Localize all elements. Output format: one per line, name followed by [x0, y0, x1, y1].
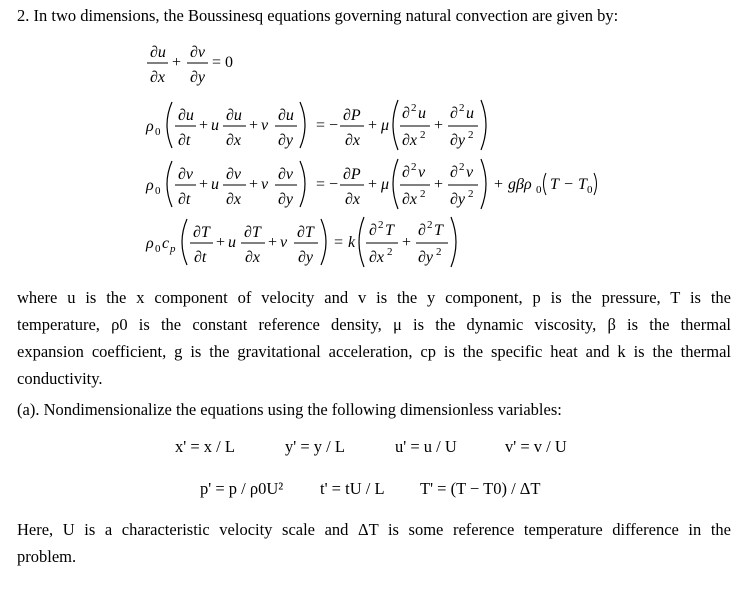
svg-text:∂y: ∂y — [190, 69, 206, 86]
svg-text:μ: μ — [381, 117, 390, 134]
here-line-2: problem. — [17, 547, 77, 566]
svg-text:+: + — [216, 234, 226, 251]
boussinesq-equations — [0, 0, 749, 290]
svg-text:T: T — [434, 222, 443, 239]
where-line-2: temperature, ρ0 is the constant reference density, μ is the dynamic viscosity, β is the thermal — [17, 315, 731, 334]
svg-text:+: + — [249, 117, 259, 134]
svg-text:∂: ∂ — [402, 105, 410, 122]
svg-text:p: p — [170, 243, 176, 255]
svg-text:ρ: ρ — [146, 118, 154, 135]
svg-text:∂x: ∂x — [150, 69, 166, 86]
svg-text:= 0: = 0 — [212, 54, 234, 71]
var-y: y' = y / L — [285, 437, 345, 456]
svg-text:∂T: ∂T — [244, 224, 261, 241]
where-line-3: expansion coefficient, g is the gravitational acceleration, cp is the specific heat and k is the thermal — [17, 342, 731, 361]
where-line-1: where u is the x component of velocity and v is the y component, p is the pressure, T is the — [17, 288, 731, 307]
var-t: t' = tU / L — [320, 479, 385, 498]
svg-text:+: + — [199, 117, 209, 134]
svg-text:∂T: ∂T — [193, 224, 210, 241]
svg-text:u: u — [418, 105, 426, 122]
equation-x-momentum — [145, 100, 486, 150]
svg-text:∂x: ∂x — [402, 132, 418, 149]
svg-text:+: + — [172, 54, 182, 71]
equation-continuity — [147, 44, 233, 86]
svg-text:2: 2 — [420, 129, 426, 141]
svg-text:2: 2 — [411, 102, 417, 114]
svg-text:0: 0 — [536, 184, 542, 196]
svg-text:∂u: ∂u — [178, 107, 194, 124]
equation-energy — [145, 217, 456, 267]
svg-text:2: 2 — [459, 102, 465, 114]
svg-text:∂: ∂ — [369, 222, 377, 239]
svg-text:∂y: ∂y — [450, 191, 466, 208]
svg-text:∂: ∂ — [418, 222, 426, 239]
svg-text:u: u — [211, 117, 219, 134]
svg-text:2: 2 — [468, 188, 474, 200]
svg-text:0: 0 — [155, 126, 161, 138]
svg-text:+: + — [434, 176, 444, 193]
svg-text:∂y: ∂y — [450, 132, 466, 149]
var-v: v' = v / U — [505, 437, 567, 456]
svg-text:0: 0 — [155, 185, 161, 197]
part-a-prompt: (a). Nondimensionalize the equations using the following dimensionless variables: — [17, 400, 562, 419]
svg-text:−: − — [564, 176, 574, 193]
svg-text:v: v — [261, 176, 269, 193]
svg-text:ρ: ρ — [146, 235, 154, 252]
svg-text:ρ: ρ — [146, 177, 154, 194]
svg-text:∂y: ∂y — [278, 191, 294, 208]
svg-text:T: T — [385, 222, 394, 239]
svg-text:2: 2 — [420, 188, 426, 200]
svg-text:∂x: ∂x — [226, 132, 242, 149]
svg-text:+: + — [402, 234, 412, 251]
svg-text:T: T — [550, 176, 559, 193]
svg-text:+: + — [249, 176, 259, 193]
svg-text:+: + — [368, 117, 378, 134]
svg-text:∂y: ∂y — [278, 132, 294, 149]
svg-text:+: + — [199, 176, 209, 193]
svg-text:k: k — [348, 234, 356, 251]
svg-text:v: v — [466, 164, 474, 181]
svg-text:μ: μ — [381, 176, 390, 193]
problem-title: 2. In two dimensions, the Boussinesq equations governing natural convection are given by: — [17, 6, 619, 25]
svg-text:2: 2 — [436, 246, 442, 258]
svg-text:∂: ∂ — [450, 164, 458, 181]
var-T: T' = (T − T0) / ΔT — [420, 479, 541, 498]
svg-text:∂: ∂ — [402, 164, 410, 181]
svg-text:gβρ: gβρ — [508, 176, 532, 193]
svg-text:2: 2 — [468, 129, 474, 141]
var-u: u' = u / U — [395, 437, 457, 456]
svg-text:+: + — [368, 176, 378, 193]
var-x: x' = x / L — [175, 437, 235, 456]
svg-text:=: = — [334, 234, 344, 251]
where-line-4: conductivity. — [17, 369, 103, 388]
svg-text:∂P: ∂P — [343, 166, 361, 183]
svg-text:∂u: ∂u — [226, 107, 242, 124]
here-line-1: Here, U is a characteristic velocity scale and ΔT is some reference temperature difference in the — [17, 520, 731, 539]
svg-text:∂x: ∂x — [345, 132, 361, 149]
svg-text:+: + — [494, 176, 504, 193]
svg-text:∂t: ∂t — [178, 191, 191, 208]
svg-text:2: 2 — [427, 219, 433, 231]
svg-text:∂T: ∂T — [297, 224, 314, 241]
svg-text:= −: = − — [316, 176, 339, 193]
svg-text:∂x: ∂x — [369, 249, 385, 266]
svg-text:u: u — [228, 234, 236, 251]
svg-text:2: 2 — [387, 246, 393, 258]
svg-text:2: 2 — [411, 161, 417, 173]
svg-text:∂P: ∂P — [343, 107, 361, 124]
svg-text:v: v — [418, 164, 426, 181]
svg-text:∂x: ∂x — [402, 191, 418, 208]
svg-text:∂u: ∂u — [150, 44, 166, 61]
svg-text:u: u — [466, 105, 474, 122]
svg-text:+: + — [268, 234, 278, 251]
svg-text:+: + — [434, 117, 444, 134]
svg-text:∂t: ∂t — [194, 249, 207, 266]
svg-text:∂x: ∂x — [345, 191, 361, 208]
svg-text:0: 0 — [587, 184, 593, 196]
svg-text:T: T — [578, 176, 587, 193]
svg-text:c: c — [162, 235, 170, 252]
svg-text:∂: ∂ — [450, 105, 458, 122]
svg-text:∂x: ∂x — [226, 191, 242, 208]
svg-text:∂v: ∂v — [226, 166, 242, 183]
svg-text:u: u — [211, 176, 219, 193]
svg-text:∂t: ∂t — [178, 132, 191, 149]
svg-text:2: 2 — [459, 161, 465, 173]
svg-text:v: v — [261, 117, 269, 134]
svg-text:∂x: ∂x — [245, 249, 261, 266]
svg-text:0: 0 — [155, 243, 161, 255]
svg-text:∂u: ∂u — [278, 107, 294, 124]
equation-y-momentum — [145, 159, 597, 209]
svg-text:∂v: ∂v — [278, 166, 294, 183]
svg-text:∂v: ∂v — [190, 44, 206, 61]
svg-text:∂y: ∂y — [418, 249, 434, 266]
svg-text:∂v: ∂v — [178, 166, 194, 183]
var-p: p' = p / ρ0U² — [200, 479, 284, 498]
svg-text:= −: = − — [316, 117, 339, 134]
svg-text:v: v — [280, 234, 288, 251]
svg-text:∂y: ∂y — [298, 249, 314, 266]
svg-text:2: 2 — [378, 219, 384, 231]
